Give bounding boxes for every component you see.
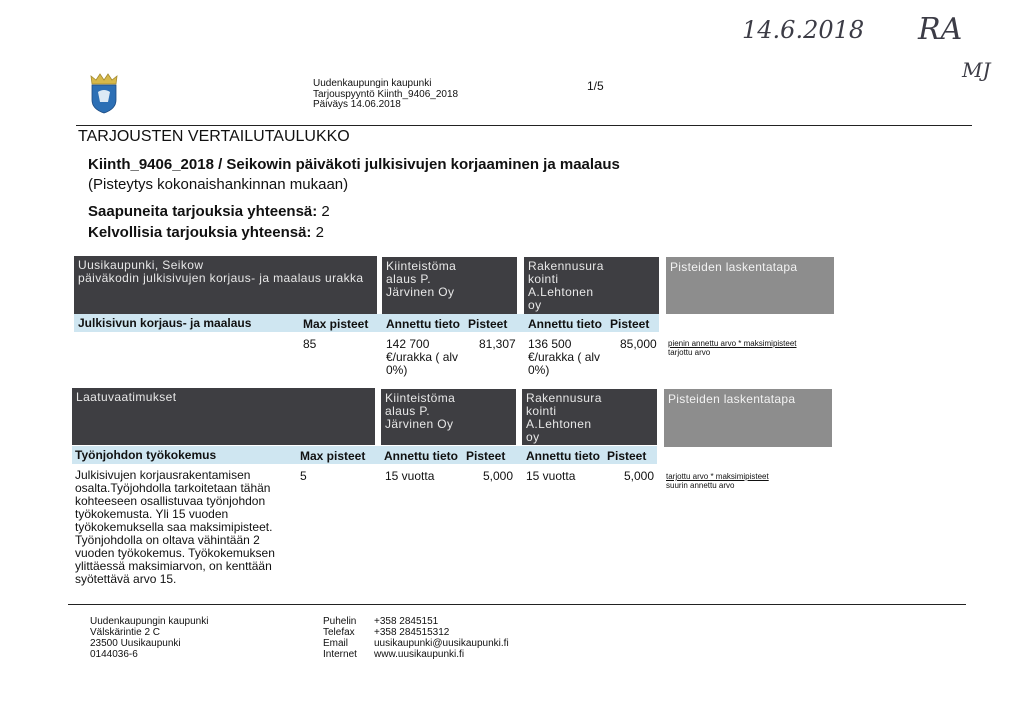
section2-bidder2-cell bbox=[522, 389, 657, 445]
description-line: kohteeseen osallistuvaa työnjohdon bbox=[75, 494, 266, 508]
section2-formula bbox=[666, 472, 769, 490]
page-number: 1/5 bbox=[587, 79, 604, 93]
doc-subtitle: Kiinth_9406_2018 / Seikowin päiväkoti julkisivujen korjaaminen ja maalaus bbox=[88, 156, 620, 173]
coat-of-arms-icon bbox=[88, 72, 120, 114]
bidder2-name-line: Rakennusura bbox=[526, 391, 602, 405]
section2-col-points-2: Pisteet bbox=[607, 449, 647, 463]
section1-b2-value bbox=[528, 338, 600, 377]
page-title: TARJOUSTEN VERTAILUTAULUKKO bbox=[78, 128, 350, 145]
description-line: Työnjohdolla on oltava vähintään 2 bbox=[75, 533, 260, 547]
valid-count bbox=[88, 224, 324, 241]
formula-denominator: tarjottu arvo bbox=[668, 348, 711, 357]
b2-value-line: 136 500 bbox=[528, 337, 572, 351]
section1-col-given-2: Annettu tieto bbox=[528, 317, 602, 331]
bidder1-name-line: Kiinteistöma bbox=[385, 391, 456, 405]
address-line: 0144036-6 bbox=[90, 649, 138, 660]
address-line: Uudenkaupungin kaupunki bbox=[90, 616, 209, 627]
section1-b1-points: 81,307 bbox=[479, 337, 516, 351]
bidder1-name-line: Järvinen Oy bbox=[385, 417, 454, 431]
contact-phone: +358 2845151 bbox=[374, 616, 439, 627]
footer-contact-labels bbox=[323, 616, 357, 660]
method-title: Pisteiden laskentatapa bbox=[670, 260, 798, 274]
header-divider bbox=[76, 125, 972, 126]
bidder2-name-line: oy bbox=[528, 298, 542, 312]
section2-col-given-2: Annettu tieto bbox=[526, 449, 600, 463]
valid-value: 2 bbox=[315, 224, 324, 241]
description-line: työkokemusta. Yli 15 vuoden bbox=[75, 507, 229, 521]
footer-address bbox=[90, 616, 208, 660]
description-line: ylittäessä maksimiarvon, on kenttään bbox=[75, 559, 272, 573]
section1-max: 85 bbox=[303, 337, 317, 351]
section1-title-line1: Uusikaupunki, Seikow bbox=[78, 258, 204, 272]
bidder2-name-line: A.Lehtonen bbox=[526, 417, 592, 431]
received-label: Saapuneita tarjouksia yhteensä: bbox=[88, 203, 318, 220]
b2-value-line: 0%) bbox=[528, 363, 550, 377]
b1-value-line: €/urakka ( alv bbox=[386, 350, 459, 364]
valid-label: Kelvollisia tarjouksia yhteensä: bbox=[88, 224, 312, 241]
section1-bidder2-cell bbox=[524, 257, 659, 314]
section2-col-max: Max pisteet bbox=[300, 449, 366, 463]
section1-method-cell bbox=[666, 257, 834, 314]
bidder1-name-line: Järvinen Oy bbox=[386, 285, 455, 299]
section2-b1-points: 5,000 bbox=[483, 469, 514, 483]
b1-value-line: 0%) bbox=[386, 363, 408, 377]
section2-criterion: Työnjohdon työkokemus bbox=[75, 448, 217, 462]
method-title: Pisteiden laskentatapa bbox=[668, 392, 796, 406]
contact-label: Internet bbox=[323, 649, 357, 660]
handwritten-initials-second: MJ bbox=[962, 58, 991, 82]
bidder2-name-line: kointi bbox=[528, 272, 559, 286]
section2-description bbox=[75, 469, 275, 586]
contact-label: Telefax bbox=[323, 627, 355, 638]
section2-title: Laatuvaatimukset bbox=[76, 390, 177, 404]
contact-fax: +358 284515312 bbox=[374, 627, 450, 638]
section2-b1-value: 15 vuotta bbox=[385, 469, 435, 483]
header-doc-ref: Tarjouspyyntö Kiinth_9406_2018 bbox=[313, 89, 459, 100]
section1-bidder1-cell bbox=[382, 257, 517, 314]
section2-col-given-1: Annettu tieto bbox=[384, 449, 458, 463]
description-line: Julkisivujen korjausrakentamisen bbox=[75, 468, 251, 482]
bidder2-name-line: oy bbox=[526, 430, 540, 444]
footer-divider bbox=[68, 604, 966, 605]
section2-bidder1-cell bbox=[381, 389, 516, 445]
section1-col-given-1: Annettu tieto bbox=[386, 317, 460, 331]
section2-max: 5 bbox=[300, 469, 307, 483]
bidder2-name-line: kointi bbox=[526, 404, 557, 418]
description-line: työkokemuksella saa maksimipisteet. bbox=[75, 520, 273, 534]
section1-title-line2: päiväkodin julkisivujen korjaus- ja maalaus urakka bbox=[78, 271, 364, 285]
contact-label: Puhelin bbox=[323, 616, 357, 627]
section2-b2-points: 5,000 bbox=[624, 469, 655, 483]
description-line: vuoden työkokemus. Työkokemuksen bbox=[75, 546, 275, 560]
scoring-method: (Pisteytys kokonaishankinnan mukaan) bbox=[88, 176, 349, 193]
address-line: Välskärintie 2 C bbox=[90, 627, 161, 638]
contact-email: uusikaupunki@uusikaupunki.fi bbox=[374, 638, 509, 649]
contact-website: www.uusikaupunki.fi bbox=[374, 649, 465, 660]
section2-col-points-1: Pisteet bbox=[466, 449, 506, 463]
header-date: Päiväys 14.06.2018 bbox=[313, 99, 401, 110]
formula-numerator: tarjottu arvo * maksimipisteet bbox=[666, 472, 769, 481]
section2-method-cell bbox=[664, 389, 832, 447]
contact-label: Email bbox=[323, 638, 349, 649]
bidder1-name-line: alaus P. bbox=[385, 404, 431, 418]
received-value: 2 bbox=[321, 203, 330, 220]
section1-col-points-1: Pisteet bbox=[468, 317, 508, 331]
section1-formula bbox=[668, 339, 797, 357]
b1-value-line: 142 700 bbox=[386, 337, 430, 351]
section1-title-cell bbox=[74, 256, 377, 314]
bidder1-name-line: alaus P. bbox=[386, 272, 432, 286]
footer-contact-values bbox=[374, 616, 509, 660]
formula-denominator: suurin annettu arvo bbox=[666, 481, 735, 490]
header-org: Uudenkaupungin kaupunki bbox=[313, 78, 432, 89]
section1-b2-points: 85,000 bbox=[620, 337, 657, 351]
bidder1-name-line: Kiinteistöma bbox=[386, 259, 457, 273]
section1-criterion: Julkisivun korjaus- ja maalaus bbox=[78, 316, 252, 330]
b2-value-line: €/urakka ( alv bbox=[528, 350, 601, 364]
section2-b2-value: 15 vuotta bbox=[526, 469, 576, 483]
description-line: osalta.Työjohdolla tarkoitetaan tähän bbox=[75, 481, 271, 495]
section1-col-max: Max pisteet bbox=[303, 317, 369, 331]
section1-b1-value bbox=[386, 338, 458, 377]
handwritten-date: 14.6.2018 bbox=[742, 16, 865, 44]
section1-col-points-2: Pisteet bbox=[610, 317, 650, 331]
formula-numerator: pienin annettu arvo * maksimipisteet bbox=[668, 339, 797, 348]
bidder2-name-line: Rakennusura bbox=[528, 259, 604, 273]
handwritten-initials: RA bbox=[918, 12, 963, 47]
section2-title-cell bbox=[72, 388, 375, 445]
received-count bbox=[88, 203, 330, 220]
description-line: syötettävä arvo 15. bbox=[75, 572, 177, 586]
address-line: 23500 Uusikaupunki bbox=[90, 638, 181, 649]
bidder2-name-line: A.Lehtonen bbox=[528, 285, 594, 299]
